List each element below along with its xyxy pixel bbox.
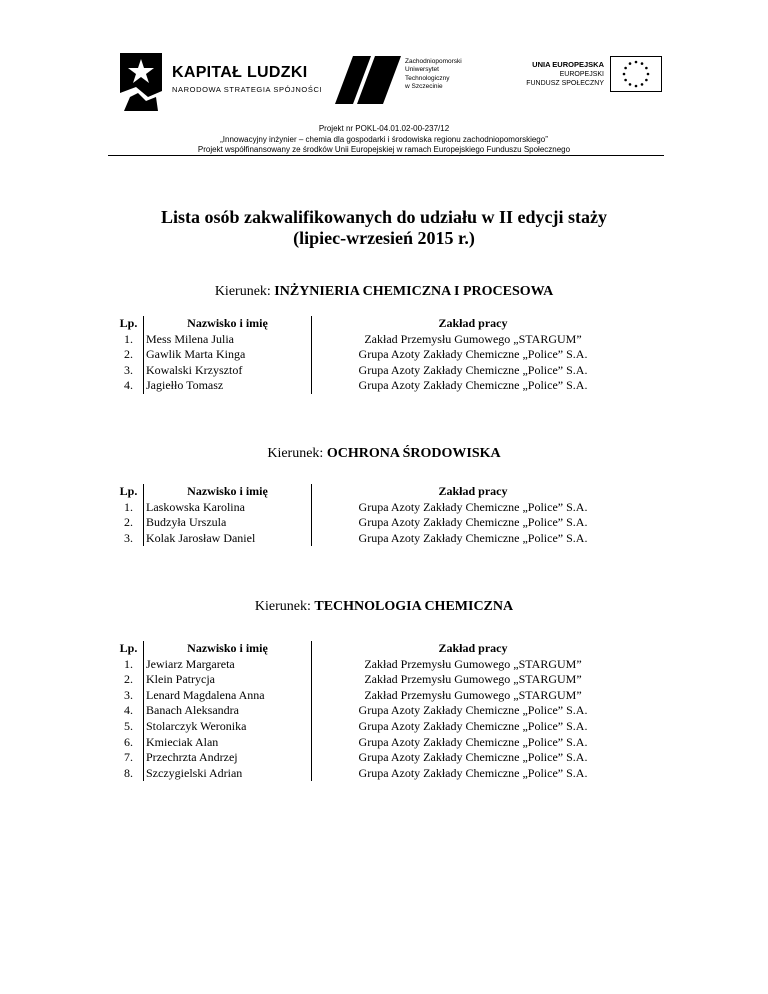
table-row xyxy=(114,332,634,348)
column-header: Nazwisko i imię xyxy=(144,641,312,657)
kapital-ludzki-title: KAPITAŁ LUDZKI xyxy=(172,64,308,81)
eu-star-icon xyxy=(629,62,632,65)
zut-logo-icon xyxy=(335,56,401,104)
workplace: Grupa Azoty Zakłady Chemiczne „Police” S.A. xyxy=(358,347,588,362)
zut-name-line: Technologiczny xyxy=(405,74,450,82)
person-name: Jagiełło Tomasz xyxy=(144,378,312,394)
eu-star-icon xyxy=(624,67,627,70)
table-row xyxy=(114,378,634,394)
project-header xyxy=(0,124,768,156)
eu-star-icon xyxy=(629,83,632,86)
column-header: Zakład pracy xyxy=(438,641,508,655)
table-row xyxy=(114,500,634,516)
workplace: Grupa Azoty Zakłady Chemiczne „Police” S.A. xyxy=(358,703,588,718)
table-header-row xyxy=(114,641,634,657)
document-title-period: (lipiec-wrzesień 2015 r.) xyxy=(293,228,475,248)
eu-star-icon xyxy=(647,73,650,76)
project-number: Projekt nr POKL-04.01.02-00-237/12 xyxy=(318,124,450,133)
person-name: Lenard Magdalena Anna xyxy=(144,688,312,704)
section-heading-label: Kierunek: xyxy=(267,446,327,461)
column-header: Zakład pracy xyxy=(438,316,508,330)
table-row xyxy=(114,672,634,688)
workplace: Zakład Przemysłu Gumowego „STARGUM” xyxy=(364,331,582,346)
workplace: Grupa Azoty Zakłady Chemiczne „Police” S.A. xyxy=(358,362,588,377)
row-number: 7. xyxy=(114,750,144,766)
table-row xyxy=(114,766,634,782)
row-number: 8. xyxy=(114,766,144,782)
eu-star-icon xyxy=(635,61,638,64)
table-row xyxy=(114,363,634,379)
section-heading-name: INŻYNIERIA CHEMICZNA I PROCESOWA xyxy=(274,284,554,299)
qualified-list-table xyxy=(114,484,634,546)
cofinancing-note: Projekt współfinansowany ze środków Unii Europejskiej w ramach Europejskiego Funduszu Społecznego xyxy=(197,145,571,154)
row-number: 6. xyxy=(114,735,144,751)
table-row xyxy=(114,515,634,531)
workplace: Grupa Azoty Zakłady Chemiczne „Police” S.A. xyxy=(358,499,588,514)
kapital-ludzki-logo-icon xyxy=(120,53,162,115)
section-heading-name: TECHNOLOGIA CHEMICZNA xyxy=(314,599,514,614)
row-number: 2. xyxy=(114,672,144,688)
table-row xyxy=(114,657,634,673)
person-name: Jewiarz Margareta xyxy=(144,657,312,673)
person-name: Kowalski Krzysztof xyxy=(144,363,312,379)
workplace: Grupa Azoty Zakłady Chemiczne „Police” S.A. xyxy=(358,750,588,765)
project-name: „Innowacyjny inżynier – chemia dla gospodarki i środowiska regionu zachodniopomorskiego” xyxy=(220,134,548,144)
workplace: Zakład Przemysłu Gumowego „STARGUM” xyxy=(364,687,582,702)
table-row xyxy=(114,347,634,363)
table-row xyxy=(114,719,634,735)
eu-star-icon xyxy=(645,79,648,82)
table-row xyxy=(114,750,634,766)
row-number: 3. xyxy=(114,363,144,379)
zut-name-line: Zachodniopomorski xyxy=(405,58,462,65)
section-heading xyxy=(0,599,768,615)
row-number: 1. xyxy=(114,500,144,516)
workplace: Zakład Przemysłu Gumowego „STARGUM” xyxy=(364,656,582,671)
eu-title: UNIA EUROPEJSKA xyxy=(532,60,604,69)
row-number: 1. xyxy=(114,657,144,673)
zut-name xyxy=(405,58,462,91)
row-number: 2. xyxy=(114,347,144,363)
person-name: Przechrzta Andrzej xyxy=(144,750,312,766)
person-name: Budzyła Urszula xyxy=(144,515,312,531)
eu-star-icon xyxy=(641,62,644,65)
row-number: 2. xyxy=(114,515,144,531)
eu-star-icon xyxy=(645,67,648,70)
table-header-row xyxy=(114,484,634,500)
eu-flag-icon xyxy=(610,56,662,92)
person-name: Gawlik Marta Kinga xyxy=(144,347,312,363)
section-heading xyxy=(0,284,768,300)
table-row xyxy=(114,735,634,751)
workplace: Grupa Azoty Zakłady Chemiczne „Police” S.A. xyxy=(358,530,588,545)
person-name: Banach Aleksandra xyxy=(144,703,312,719)
eu-text xyxy=(512,60,604,89)
eu-fund-line: EUROPEJSKI xyxy=(559,70,604,78)
eu-star-icon xyxy=(635,85,638,88)
workplace: Grupa Azoty Zakłady Chemiczne „Police” S.A. xyxy=(358,378,588,393)
person-name: Kolak Jarosław Daniel xyxy=(144,531,312,547)
table-row xyxy=(114,703,634,719)
column-header: Lp. xyxy=(114,316,144,332)
column-header: Zakład pracy xyxy=(438,484,508,498)
workplace: Zakład Przemysłu Gumowego „STARGUM” xyxy=(364,672,582,687)
workplace: Grupa Azoty Zakłady Chemiczne „Police” S.A. xyxy=(358,734,588,749)
person-name: Mess Milena Julia xyxy=(144,332,312,348)
eu-star-icon xyxy=(624,79,627,82)
row-number: 3. xyxy=(114,531,144,547)
document-title-line: Lista osób zakwalifikowanych do udziału w II edycji staży xyxy=(160,207,608,227)
logo-bar xyxy=(0,40,768,120)
row-number: 5. xyxy=(114,719,144,735)
kapital-ludzki-subtitle: NARODOWA STRATEGIA SPÓJNOŚCI xyxy=(172,85,323,94)
column-header: Lp. xyxy=(114,641,144,657)
column-header: Nazwisko i imię xyxy=(144,316,312,332)
eu-star-icon xyxy=(623,73,626,76)
column-header: Lp. xyxy=(114,484,144,500)
qualified-list-table xyxy=(114,316,634,394)
person-name: Laskowska Karolina xyxy=(144,500,312,516)
person-name: Szczygielski Adrian xyxy=(144,766,312,782)
row-number: 1. xyxy=(114,332,144,348)
workplace: Grupa Azoty Zakłady Chemiczne „Police” S.A. xyxy=(358,515,588,530)
section-heading-label: Kierunek: xyxy=(254,599,315,614)
person-name: Stolarczyk Weronika xyxy=(144,719,312,735)
table-row xyxy=(114,531,634,547)
zut-name-line: w Szczecinie xyxy=(405,82,443,90)
row-number: 4. xyxy=(114,703,144,719)
zut-name-line: Uniwersytet xyxy=(405,66,439,74)
table-header-row xyxy=(114,316,634,332)
header-divider xyxy=(108,155,664,156)
document-title xyxy=(0,207,768,249)
section-heading-name: OCHRONA ŚRODOWISKA xyxy=(326,446,501,461)
workplace: Grupa Azoty Zakłady Chemiczne „Police” S.A. xyxy=(358,765,588,780)
qualified-list-table xyxy=(114,641,634,781)
eu-fund-line: FUNDUSZ SPOŁECZNY xyxy=(526,80,604,87)
workplace: Grupa Azoty Zakłady Chemiczne „Police” S.A. xyxy=(358,718,588,733)
section-heading xyxy=(0,446,768,462)
person-name: Kmieciak Alan xyxy=(144,735,312,751)
section-heading-label: Kierunek: xyxy=(214,284,275,299)
person-name: Klein Patrycja xyxy=(144,672,312,688)
row-number: 3. xyxy=(114,688,144,704)
table-row xyxy=(114,688,634,704)
column-header: Nazwisko i imię xyxy=(144,484,312,500)
row-number: 4. xyxy=(114,378,144,394)
eu-star-icon xyxy=(641,83,644,86)
